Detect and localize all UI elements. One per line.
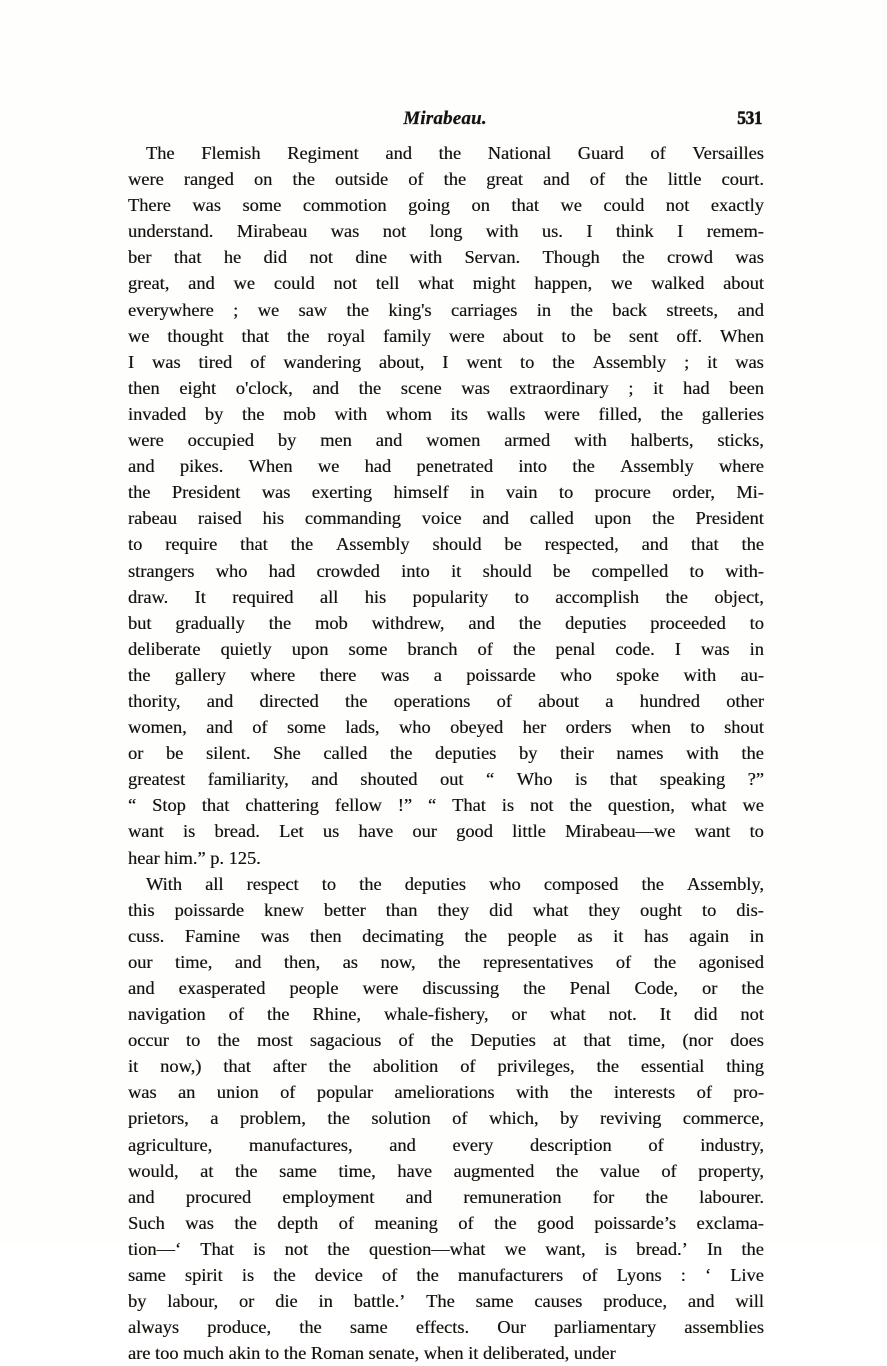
text-line: greatest familiarity, and shouted out “ Who is that speaking ?” xyxy=(128,769,764,790)
text-line: was an union of popular ameliorations with the interests of pro- xyxy=(128,1082,764,1103)
text-line: tion—‘ That is not the question—what we want, is bread.’ In the xyxy=(128,1238,764,1259)
text-line: are too much akin to the Roman senate, when it deliberated, under xyxy=(128,1343,616,1364)
text-line: cuss. Famine was then decimating the people as it has again in xyxy=(128,925,764,946)
text-line: and procured employment and remuneration for the labourer. xyxy=(128,1186,764,1207)
text-line: ber that he did not dine with Servan. Though the crowd was xyxy=(128,247,764,268)
text-line: always produce, the same effects. Our parliamentary assemblies xyxy=(128,1317,764,1338)
text-line: deliberate quietly upon some branch of the penal code. I was in xyxy=(128,638,764,659)
text-line: the President was exerting himself in vain to procure order, Mi- xyxy=(128,482,764,503)
text-line: the gallery where there was a poissarde who spoke with au- xyxy=(128,664,764,685)
text-line: were ranged on the outside of the great and of the little court. xyxy=(128,169,764,190)
text-line: then eight o'clock, and the scene was extraordinary ; it had been xyxy=(128,377,764,398)
text-line: or be silent. She called the deputies by their names with the xyxy=(128,743,764,764)
text-line: by labour, or die in battle.’ The same causes produce, and will xyxy=(128,1291,764,1312)
text-line: this poissarde knew better than they did what they ought to dis- xyxy=(128,899,764,920)
text-line: women, and of some lads, who obeyed her orders when to shout xyxy=(128,717,764,738)
body-text-block xyxy=(128,140,764,1366)
page-number: 531 xyxy=(737,108,762,129)
text-line: Such was the depth of meaning of the good poissarde’s exclama- xyxy=(128,1212,764,1233)
text-line: but gradually the mob withdrew, and the deputies proceeded to xyxy=(128,612,764,633)
text-line: our time, and then, as now, the representatives of the agonised xyxy=(128,951,764,972)
text-line: understand. Mirabeau was not long with us. I think I remem- xyxy=(128,221,764,242)
text-line: strangers who had crowded into it should be compelled to with- xyxy=(128,560,764,581)
text-line: great, and we could not tell what might happen, we walked about xyxy=(128,273,764,294)
text-line: it now,) that after the abolition of privileges, the essential thing xyxy=(128,1056,764,1077)
text-line: I was tired of wandering about, I went to the Assembly ; it was xyxy=(128,351,764,372)
text-line: thority, and directed the operations of about a hundred other xyxy=(128,690,764,711)
paragraph-1 xyxy=(128,140,764,871)
text-line: With all respect to the deputies who composed the Assembly, xyxy=(146,873,764,894)
text-line: occur to the most sagacious of the Deputies at that time, (nor does xyxy=(128,1030,764,1051)
text-line: The Flemish Regiment and the National Guard of Versailles xyxy=(146,143,764,163)
text-line: and exasperated people were discussing the Penal Code, or the xyxy=(128,978,764,998)
text-line: everywhere ; we saw the king's carriages in the back streets, and xyxy=(128,299,764,320)
running-head xyxy=(128,108,762,134)
paragraph-2 xyxy=(128,871,764,1366)
running-head-title: Mirabeau. xyxy=(403,108,487,129)
text-line: “ Stop that chattering fellow !” “ That is not the question, what we xyxy=(128,795,764,816)
text-line: to require that the Assembly should be respected, and that the xyxy=(128,534,764,555)
text-line: and pikes. When we had penetrated into the Assembly where xyxy=(128,456,764,477)
text-line: draw. It required all his popularity to accomplish the object, xyxy=(128,586,764,607)
text-line: same spirit is the device of the manufacturers of Lyons : ‘ Live xyxy=(128,1265,764,1286)
text-line: were occupied by men and women armed with halberts, sticks, xyxy=(128,430,764,451)
text-line: rabeau raised his commanding voice and called upon the President xyxy=(128,508,764,529)
text-line: invaded by the mob with whom its walls were filled, the galleries xyxy=(128,403,764,424)
text-line: agriculture, manufactures, and every description of industry, xyxy=(128,1134,764,1155)
text-line: hear him.” p. 125. xyxy=(128,847,261,868)
text-line: There was some commotion going on that we could not exactly xyxy=(128,195,764,216)
text-line: we thought that the royal family were about to be sent off. When xyxy=(128,325,764,346)
text-line: would, at the same time, have augmented the value of property, xyxy=(128,1160,764,1181)
text-line: navigation of the Rhine, whale-fishery, or what not. It did not xyxy=(128,1004,764,1025)
text-line: prietors, a problem, the solution of which, by reviving commerce, xyxy=(128,1108,764,1129)
text-line: want is bread. Let us have our good little Mirabeau—we want to xyxy=(128,821,764,842)
